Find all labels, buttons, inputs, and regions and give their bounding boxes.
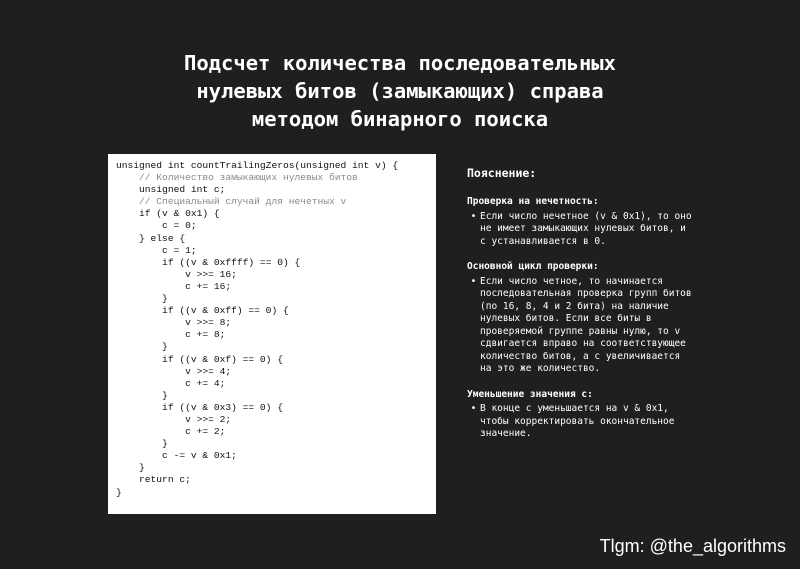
bullet-text-line: Если число нечетное (v & 0x1), то оно — [480, 210, 692, 222]
code-line: return c; — [116, 474, 191, 486]
bullet-text — [480, 211, 692, 249]
page-title — [0, 49, 800, 133]
code-line: v >>= 16; — [116, 268, 237, 280]
code-comment-line: // Специальный случай для нечетных v — [116, 196, 347, 208]
bullet-text-line: количество битов, а с увеличивается — [480, 350, 681, 362]
bullet-text-line: сдвигается вправо на соответствующее — [480, 338, 686, 349]
code-line: } — [116, 293, 168, 305]
code-line: c += 4; — [116, 377, 226, 389]
code-line: } — [116, 341, 168, 353]
title-line: Подсчет количества последовательных — [184, 51, 616, 75]
code-line: c += 2; — [116, 426, 226, 438]
code-block — [108, 154, 436, 514]
bullet-text-line: значение. — [480, 428, 532, 439]
bullet-text-line: на это же количество. — [480, 363, 601, 374]
code-line: unsigned int c; — [116, 184, 226, 196]
code-line: unsigned int countTrailingZeros(unsigned int v) { — [116, 160, 399, 171]
bullet-text-line: с устанавливается в 0. — [480, 235, 606, 247]
bullet-text — [480, 276, 692, 376]
section-title: Проверка на нечетность: — [467, 196, 599, 207]
code-line: if (v & 0x1) { — [116, 208, 220, 220]
bullet-text-line: нулевых битов. Если все биты в — [480, 313, 652, 324]
code-line: if ((v & 0xff) == 0) { — [116, 305, 289, 317]
code-line: } — [116, 389, 168, 401]
code-line: c += 8; — [116, 329, 226, 341]
bullet-icon: • — [470, 210, 477, 222]
code-line: c = 1; — [116, 244, 197, 256]
code-line: } — [116, 438, 168, 450]
code-line: v >>= 8; — [116, 317, 232, 329]
bullet-text-line: (по 16, 8, 4 и 2 бита) на наличие — [480, 300, 669, 312]
bullet-text-line: последовательная проверка групп битов — [480, 288, 692, 299]
code-line: v >>= 4; — [116, 365, 232, 377]
bullet-text-line: чтобы корректировать окончательное — [480, 415, 675, 427]
title-line: методом бинарного поиска — [251, 107, 549, 131]
bullet-text-line: Если число четное, то начинается — [480, 275, 664, 287]
code-line: c -= v & 0x1; — [116, 450, 237, 462]
explanation-section-odd-check — [467, 196, 737, 248]
code-line: } — [116, 486, 122, 498]
code-line: if ((v & 0xf) == 0) { — [116, 353, 283, 365]
explanation-section-main-loop — [467, 261, 737, 376]
section-title: Основной цикл проверки: — [467, 261, 599, 272]
code-comment-line: // Количество замыкающих нулевых битов — [116, 172, 358, 184]
explanation-heading: Пояснение: — [467, 166, 537, 180]
bullet-icon: • — [470, 403, 477, 414]
title-line: нулевых битов (замыкающих) справа — [196, 79, 604, 103]
bullet-text-line: В конце с уменьшается на v & 0x1, — [480, 403, 669, 414]
footer-credit: Tlgm: @the_algorithms — [599, 536, 786, 556]
code-line: if ((v & 0x3) == 0) { — [116, 401, 283, 413]
code-line: } else { — [116, 232, 186, 244]
bullet-item — [467, 211, 737, 249]
code-line: v >>= 2; — [116, 413, 232, 425]
section-title: Уменьшение значения с: — [467, 388, 593, 400]
code-line: } — [116, 462, 145, 474]
bullet-icon: • — [470, 275, 477, 287]
explanation-panel — [467, 165, 737, 454]
bullet-text-line: не имеет замыкающих нулевых битов, и — [480, 223, 686, 234]
explanation-section-decrement — [467, 389, 737, 441]
bullet-item — [467, 276, 737, 376]
bullet-item — [467, 403, 737, 441]
code-line: c = 0; — [116, 220, 197, 232]
bullet-text — [480, 403, 674, 441]
code-line: if ((v & 0xffff) == 0) { — [116, 256, 301, 268]
bullet-text-line: проверяемой группе равны нулю, то v — [480, 325, 681, 337]
code-line: c += 16; — [116, 280, 232, 292]
